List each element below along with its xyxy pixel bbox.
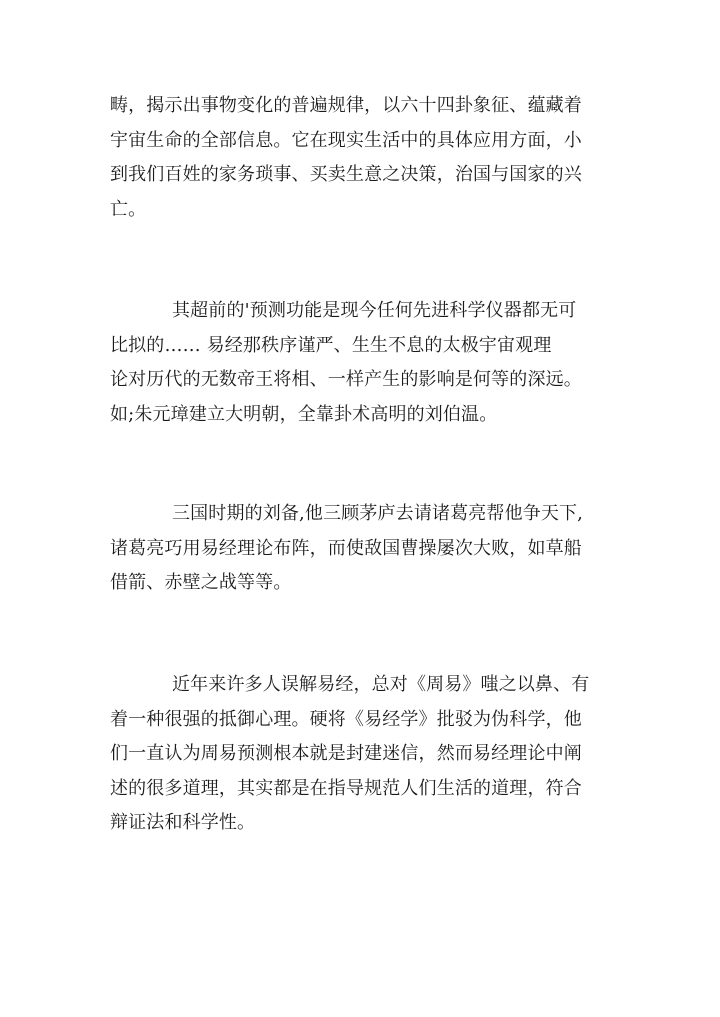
paragraph-line: 述的很多道理，其实都是在指导规范人们生活的道理，符合 <box>110 777 582 799</box>
paragraph-2 <box>110 302 630 440</box>
paragraph-line: 亡。 <box>110 198 147 220</box>
paragraph-line: 畴，揭示出事物变化的普遍规律，以六十四卦象征、蕴藏着 <box>110 95 582 116</box>
paragraph-line: 着一种很强的抵御心理。硬将《易经学》批驳为伪科学，他 <box>110 708 582 730</box>
paragraph-line: 辩证法和科学性。 <box>110 812 256 833</box>
paragraph-line: 宇宙生命的全部信息。它在现实生活中的具体应用方面，小 <box>110 129 582 151</box>
paragraph-line: 近年来许多人误解易经，总对《周易》嗤之以鼻、有 <box>172 674 590 695</box>
paragraph-3 <box>110 505 630 609</box>
paragraph-line: 比拟的…… 易经那秩序谨严、生生不息的太极宇宙观理 <box>110 334 552 356</box>
paragraph-line: 其超前的'预测功能是现今任何先进科学仪器都无可 <box>172 300 577 321</box>
paragraph-line: 借箭、赤壁之战等等。 <box>110 572 292 593</box>
paragraph-line: 们一直认为周易预测根本就是封建迷信，然而易经理论中阐 <box>110 743 582 764</box>
paragraph-1 <box>110 97 630 235</box>
paragraph-line: 三国时期的刘备,他三顾茅庐去请诸葛亮帮他争天下, <box>172 503 584 524</box>
paragraph-line: 到我们百姓的家务琐事、买卖生意之决策，治国与国家的兴 <box>110 164 582 185</box>
paragraph-4 <box>110 676 630 849</box>
paragraph-line: 诸葛亮巧用易经理论布阵，而使敌国曹操屡次大败，如草船 <box>110 537 582 559</box>
paragraph-line: 如;朱元璋建立大明朝，全靠卦术高明的刘伯温。 <box>110 403 498 425</box>
paragraph-line: 论对历代的无数帝王将相、一样产生的影响是何等的深远。 <box>110 369 582 390</box>
